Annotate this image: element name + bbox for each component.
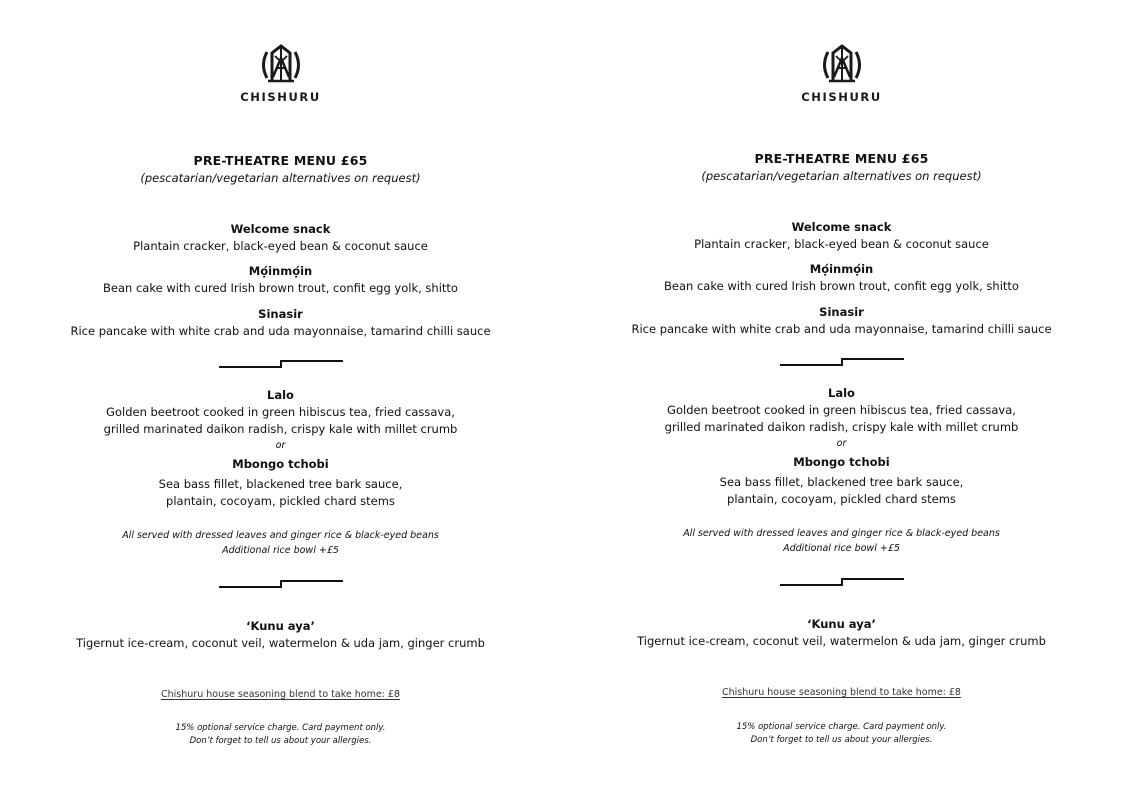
footer-note: Don’t forget to tell us about your allergies. bbox=[750, 735, 933, 745]
dish-description: Plantain cracker, black-eyed bean & coconut sauce bbox=[133, 239, 428, 253]
logo bbox=[0, 44, 561, 104]
dish-name: Lalo bbox=[828, 386, 855, 400]
extra-offer-link[interactable]: Chishuru house seasoning blend to take home: £8 bbox=[722, 687, 961, 698]
menu-title: PRE-THEATRE MENU £65 bbox=[754, 151, 929, 166]
brand-wordmark: CHISHURU bbox=[240, 90, 321, 104]
dish-name: Lalo bbox=[267, 388, 294, 402]
dish-description-line: Golden beetroot cooked in green hibiscus tea, fried cassava, bbox=[106, 405, 455, 419]
dish-description: Tigernut ice-cream, coconut veil, watermelon & uda jam, ginger crumb bbox=[76, 636, 485, 650]
extra-offer-link[interactable]: Chishuru house seasoning blend to take home: £8 bbox=[161, 689, 400, 700]
extra-row bbox=[0, 682, 561, 701]
brand-wordmark: CHISHURU bbox=[801, 90, 882, 104]
dish-description-line: grilled marinated daikon radish, crispy kale with millet crumb bbox=[103, 422, 458, 436]
section-divider bbox=[219, 360, 343, 368]
served-note: Additional rice bowl +£5 bbox=[222, 545, 339, 556]
menu-subtitle: (pescatarian/vegetarian alternatives on request) bbox=[701, 169, 982, 183]
dish-name: Mọ́inmọ́in bbox=[248, 264, 313, 278]
dish-description-line: Sea bass fillet, blackened tree bark sauce, bbox=[719, 475, 964, 489]
section-divider bbox=[780, 358, 904, 366]
extra-row bbox=[561, 680, 1122, 699]
footer-note: Don’t forget to tell us about your allergies. bbox=[189, 736, 372, 746]
dish-name: Sinasir bbox=[258, 307, 303, 321]
logo bbox=[561, 44, 1122, 104]
menu-title: PRE-THEATRE MENU £65 bbox=[193, 153, 368, 168]
dish-description: Plantain cracker, black-eyed bean & coconut sauce bbox=[694, 237, 989, 251]
dish-description-line: plantain, cocoyam, pickled chard stems bbox=[166, 494, 395, 508]
dish-description: Bean cake with cured Irish brown trout, confit egg yolk, shitto bbox=[664, 279, 1019, 293]
chishuru-emblem-icon bbox=[819, 44, 865, 86]
menu-subtitle: (pescatarian/vegetarian alternatives on request) bbox=[140, 171, 421, 185]
dish-description-line: grilled marinated daikon radish, crispy kale with millet crumb bbox=[664, 420, 1019, 434]
served-note: Additional rice bowl +£5 bbox=[783, 543, 900, 554]
dish-name: Sinasir bbox=[819, 305, 864, 319]
dish-name: ‘Kunu aya’ bbox=[807, 617, 876, 631]
dish-description: Tigernut ice-cream, coconut veil, watermelon & uda jam, ginger crumb bbox=[637, 634, 1046, 648]
dish-description: Rice pancake with white crab and uda mayonnaise, tamarind chilli sauce bbox=[631, 322, 1052, 336]
chishuru-emblem-icon bbox=[258, 44, 304, 86]
dish-description-line: plantain, cocoyam, pickled chard stems bbox=[727, 492, 956, 506]
served-note: All served with dressed leaves and ginger rice & black-eyed beans bbox=[683, 528, 1000, 539]
dish-description: Rice pancake with white crab and uda mayonnaise, tamarind chilli sauce bbox=[70, 324, 491, 338]
dish-name: Welcome snack bbox=[791, 220, 892, 234]
dish-name: Welcome snack bbox=[230, 222, 331, 236]
dish-description: Bean cake with cured Irish brown trout, confit egg yolk, shitto bbox=[103, 281, 458, 295]
dish-name: ‘Kunu aya’ bbox=[246, 619, 315, 633]
footer-note: 15% optional service charge. Card payment only. bbox=[736, 722, 947, 732]
dish-name: Mọ́inmọ́in bbox=[809, 262, 874, 276]
menu-page-right bbox=[561, 0, 1122, 793]
dish-name: Mbongo tchobi bbox=[232, 457, 329, 471]
footer-note: 15% optional service charge. Card payment only. bbox=[175, 723, 386, 733]
or-separator: or bbox=[275, 440, 286, 451]
dish-description-line: Golden beetroot cooked in green hibiscus tea, fried cassava, bbox=[667, 403, 1016, 417]
served-note: All served with dressed leaves and ginger rice & black-eyed beans bbox=[122, 530, 439, 541]
dish-name: Mbongo tchobi bbox=[793, 455, 890, 469]
section-divider bbox=[219, 580, 343, 588]
dish-description-line: Sea bass fillet, blackened tree bark sauce, bbox=[158, 477, 403, 491]
or-separator: or bbox=[836, 438, 847, 449]
section-divider bbox=[780, 578, 904, 586]
